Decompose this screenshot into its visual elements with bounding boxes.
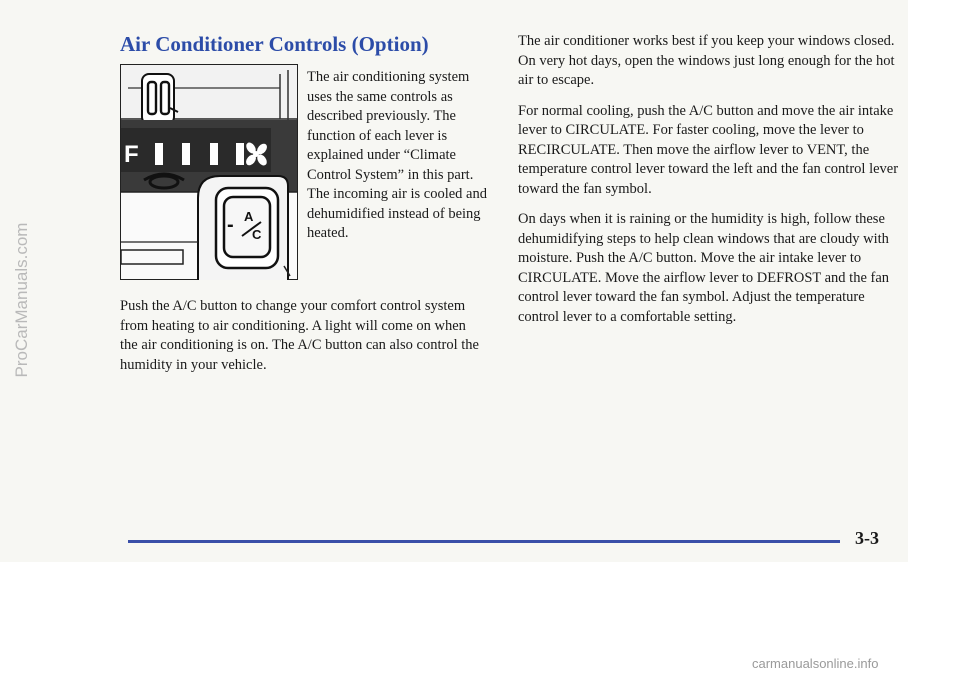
climate-control-illustration <box>120 64 298 280</box>
ac-button-dash: - <box>227 214 234 236</box>
side-watermark: ProCarManuals.com <box>12 222 31 378</box>
right-column <box>518 32 900 338</box>
normal-cooling-paragraph: For normal cooling, push the A/C button and move the air intake lever to CIRCULATE. For faster cooling, move the lever to RECIRCULATE. Then move the airflow lever to VENT, the temperature control lever toward the left and the fan control lever toward the fan symbol. <box>518 102 899 197</box>
lever-letter-f: F <box>124 141 139 168</box>
page-number: 3-3 <box>855 528 879 548</box>
ac-button-a: A <box>244 209 254 224</box>
push-ac-paragraph: Push the A/C button to change your comfort control system from heating to air conditioning. A light will come on when the air conditioning is on. The A/C button can also control the humidity in your vehicle. <box>120 298 479 373</box>
bottom-watermark: carmanualsonline.info <box>752 656 879 671</box>
footer-rule <box>128 540 840 543</box>
works-best-paragraph: The air conditioner works best if you keep your windows closed. On very hot days, open the windows just long enough for the hot air to escape. <box>518 33 895 88</box>
humid-days-paragraph: On days when it is raining or the humidity is high, follow these dehumidifying steps to help clean windows that are cloudy with moisture. Push the A/C button. Move the air intake lever to CIRCULATE. Move the airflow lever to DEFROST and the fan control lever toward the fan symbol. Adjust the temperature control lever to a comfortable setting. <box>518 211 890 325</box>
section-heading: Air Conditioner Controls (Option) <box>120 32 429 56</box>
intro-paragraph: The air conditioning system uses the same controls as described previously. The function of each lever is explained under “Climate Control System” in this part. The incoming air is cooled and dehumidified instead of being heated. <box>307 69 487 241</box>
temperature-lever-knob <box>142 74 178 124</box>
ac-button-c: C <box>252 227 262 242</box>
